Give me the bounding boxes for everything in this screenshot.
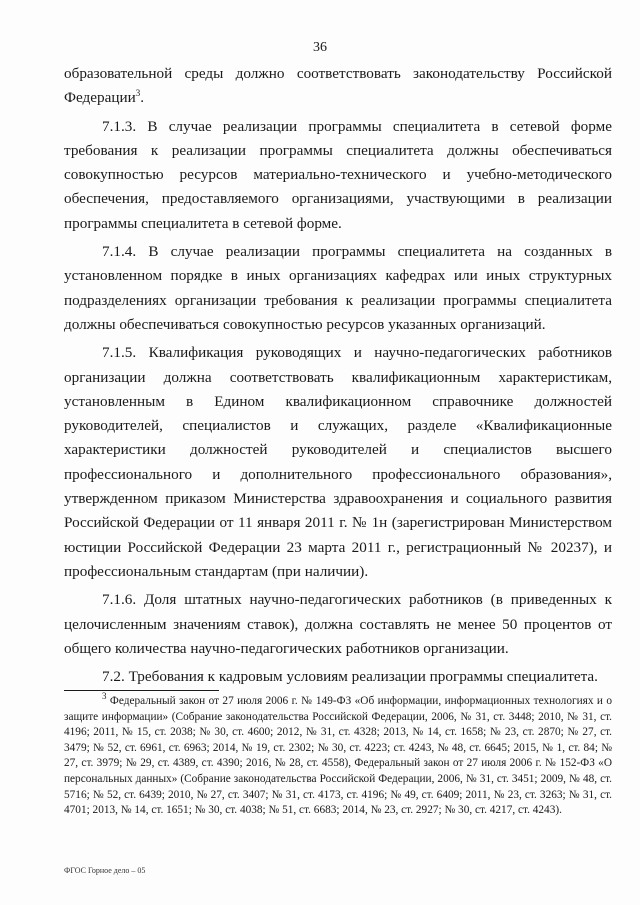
- paragraph-7-1-4: 7.1.4. В случае реализации программы специалитета на созданных в установленном порядке в иных организациях кафедрах или иных структурных подразделениях организации требования к реализации программы специалитета должны обеспечиваться совокупностью ресурсов указанных организаций.: [64, 243, 612, 333]
- paragraph-7-2: 7.2. Требования к кадровым условиям реализации программы специалитета.: [102, 668, 598, 686]
- footnote-marker: 3: [102, 691, 107, 702]
- footnote-reference[interactable]: 3: [135, 88, 141, 99]
- footnote-text: Федеральный закон от 27 июля 2006 г. № 149-ФЗ «Об информации, информационных технологиях и о защите информации» (Собрание законодательства Российской Федерации, 2006, № 31, ст. 3448; 2010, № 31, ст. 4196; 2011, № 15, ст. 2038; № 30, ст. 4600; 2012, № 31, ст. 4328; 2013, № 14, ст. 1658; № 23, ст. 2870; № 27, ст. 3479; № 52, ст. 6961, ст. 6963; 2014, № 19, ст. 2302; № 30, ст. 4223; ст. 4243, № 48, ст. 6645; 2015, № 1, ст. 84; № 27, ст. 3979; № 29, ст. 4389, ст. 4390; 2016, № 28, ст. 4558), Федеральный закон от 27 июля 2006 г. № 152-ФЗ «О персональных данных» (Собрание законодательства Российской Федерации, 2006, № 31, ст. 3451; 2009, № 48, ст. 5716; № 52, ст. 6439; 2010, № 27, ст. 3407; № 31, ст. 4173, ст. 4196; № 49, ст. 6409; 2011, № 23, ст. 3263; № 31, ст. 4701; 2013, № 14, ст. 1651; № 30, ст. 4038; № 51, ст. 6683; 2014, № 23, ст. 2927; № 30, ст. 4217, ст. 4243).: [64, 695, 612, 817]
- paragraph-7-1-3: 7.1.3. В случае реализации программы специалитета в сетевой форме требования к реализации программы специалитета должны обеспечиваться совокупностью ресурсов материально-технического и учебно-методического обеспечения, предоставляемого организациями, участвующими в реализации программы специалитета в сетевой форме.: [64, 117, 612, 232]
- footnote-divider: [64, 690, 219, 691]
- paragraph-continuation: [64, 62, 612, 111]
- page-footer: ФГОС Горное дело – 05: [64, 866, 146, 875]
- paragraph-7-1-5: 7.1.5. Квалификация руководящих и научно-педагогических работников организации должна соответствовать квалификационным характеристикам, установленным в Едином квалификационном справочнике должностей руководителей, специалистов и служащих, разделе «Квалификационные характеристики должностей руководителей и специалистов высшего профессионального и дополнительного профессионального образования», утвержденном приказом Министерства здравоохранения и социального развития Российской Федерации от 11 января 2011 г. № 1н (зарегистрирован Министерством юстиции Российской Федерации 23 марта 2011 г., регистрационный № 20237), и профессиональным стандартам (при наличии).: [64, 344, 612, 580]
- document-body: [64, 62, 612, 693]
- paragraph-7-1-6: 7.1.6. Доля штатных научно-педагогических работников (в приведенных к целочисленным значениям ставок), должна составлять не менее 50 процентов от общего количества научно-педагогических работников организации.: [64, 591, 612, 657]
- paragraph-text: образовательной среды должно соответствовать законодательству Российской Федерации: [64, 65, 612, 107]
- paragraph-end: .: [140, 89, 145, 107]
- footnote: [64, 691, 612, 819]
- page-number: 36: [313, 40, 327, 55]
